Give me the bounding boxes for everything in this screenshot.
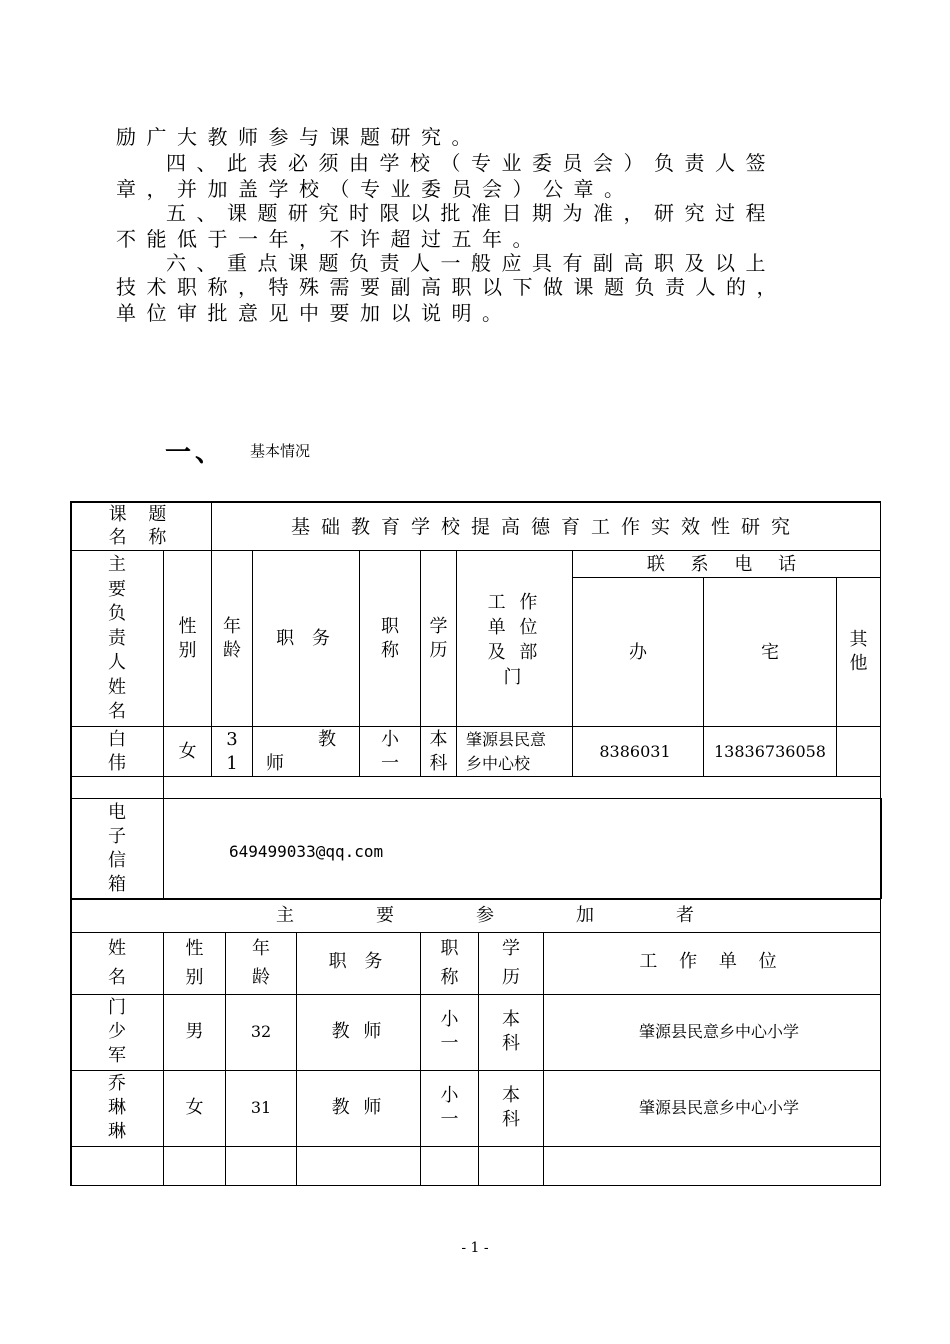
home-phone-header: 宅: [761, 642, 779, 663]
participant-title: 小 一: [440, 1009, 459, 1054]
intro-line: 四、此表必须由学校（专业委员会）负责人签: [166, 151, 776, 175]
leader-unit: 肇源县民意 乡中心校: [466, 730, 547, 773]
participant-age: 32: [250, 1022, 272, 1041]
participant-name: 乔 琳 琳: [108, 1073, 126, 1142]
leader-education-header: 学 历: [429, 616, 448, 661]
participant-name-header: 姓 名: [108, 938, 126, 988]
intro-line: 六、重点课题负责人一般应具有副高职及以上: [166, 251, 776, 275]
email-label: 电 子 信 箱: [108, 802, 126, 895]
intro-line: 章，并加盖学校（专业委员会）公章。: [116, 177, 635, 201]
leader-title-header: 职 称: [381, 616, 399, 661]
leader-unit-header: 工 作 单 位 及 部 门: [487, 592, 542, 688]
email-value: 649499033@qq.com: [229, 842, 384, 861]
participant-gender: 男: [185, 1021, 204, 1042]
participant-age-header: 年 龄: [252, 938, 270, 988]
project-label: 课 题 名 称: [108, 504, 175, 548]
section-number: 一、: [165, 438, 226, 468]
participant-duty: 教 师: [331, 1021, 386, 1042]
leader-home-phone: 13836736058: [714, 742, 826, 761]
intro-line: 技术职称，特殊需要副高职以下做课题负责人的，: [116, 275, 787, 299]
participant-gender-header: 性 别: [185, 938, 204, 988]
leader-office-phone: 8386031: [599, 742, 671, 761]
intro-line: 励广大教师参与课题研究。: [116, 125, 482, 149]
leader-name: 白 伟: [108, 729, 126, 774]
intro-line: 五、课题研究时限以批准日期为准，研究过程: [166, 201, 776, 225]
leader-duty-header: 职 务: [276, 628, 336, 649]
leader-duty-part2: 师: [266, 753, 284, 774]
leader-gender-header: 性 别: [178, 616, 197, 661]
other-phone-header: 其 他: [849, 629, 868, 674]
participant-title: 小 一: [440, 1085, 459, 1130]
page-number: - 1 -: [461, 1240, 489, 1256]
participant-unit-header: 工 作 单 位: [639, 951, 785, 972]
participant-duty-header: 职 务: [328, 951, 389, 972]
leader-duty-part1: 教: [318, 729, 336, 750]
participant-unit: 肇源县民意乡中心小学: [638, 1098, 799, 1117]
participant-title-header: 职 称: [440, 938, 459, 988]
participant-unit: 肇源县民意乡中心小学: [638, 1022, 799, 1041]
participant-education: 本 科: [502, 1009, 520, 1054]
leader-gender: 女: [178, 741, 197, 762]
participant-gender: 女: [185, 1097, 204, 1118]
intro-line: 单位审批意见中要加以说明。: [116, 301, 513, 325]
leader-age-header: 年 龄: [223, 616, 241, 661]
participant-education-header: 学 历: [502, 938, 520, 988]
leader-name-header: 主 要 负 责 人 姓 名: [108, 554, 126, 722]
participant-age: 31: [250, 1098, 272, 1117]
section-title: 基本情况: [250, 442, 311, 460]
participant-education: 本 科: [502, 1085, 520, 1130]
phone-group-header: 联 系 电 话: [646, 554, 807, 575]
leader-age: 3 1: [226, 729, 238, 774]
participant-duty: 教 师: [331, 1097, 386, 1118]
intro-line: 不能低于一年，不许超过五年。: [116, 227, 543, 251]
office-phone-header: 办: [629, 642, 647, 663]
participant-name: 门 少 军: [108, 997, 126, 1066]
project-title: 基础教育学校提高德育工作实效性研究: [290, 516, 801, 538]
leader-education: 本 科: [429, 729, 448, 774]
leader-title: 小 一: [381, 729, 399, 774]
